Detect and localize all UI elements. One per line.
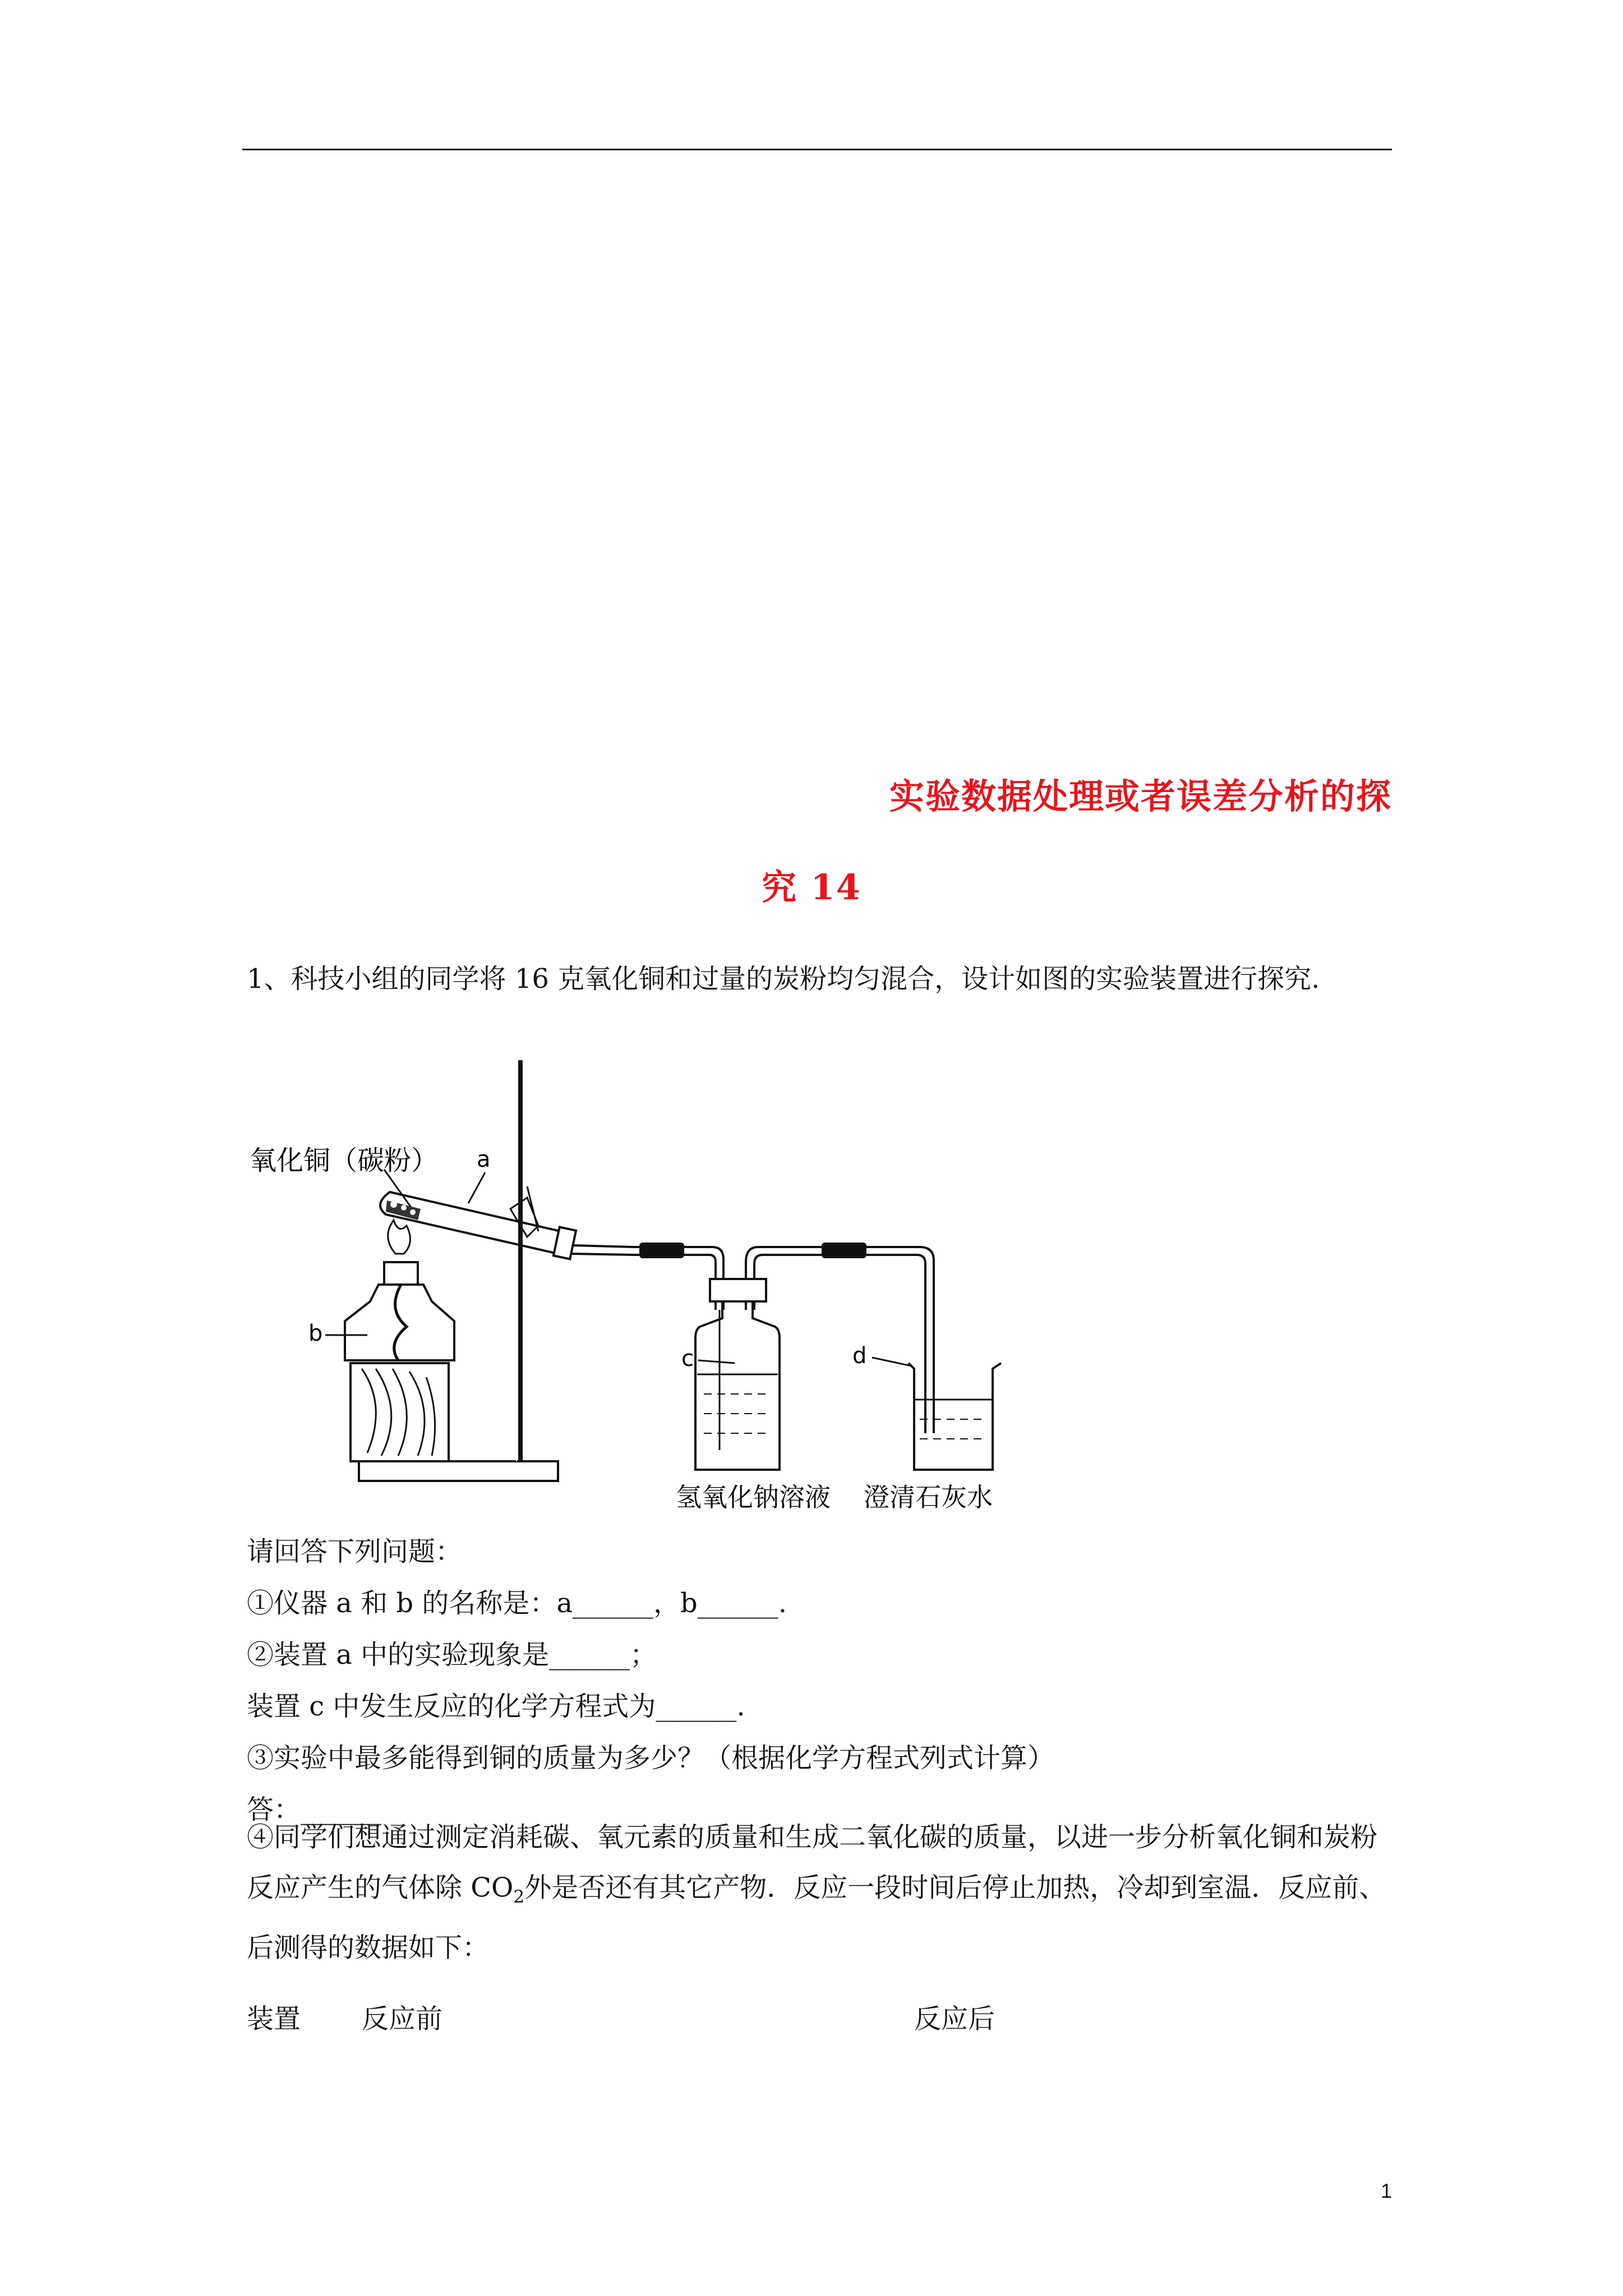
- label-c: c: [681, 1346, 694, 1372]
- apparatus-figure: [247, 1057, 1110, 1523]
- table-header-before: 反应前: [362, 2003, 443, 2035]
- title-line-2: 究 14: [762, 867, 861, 908]
- title-line-1: 实验数据处理或者误差分析的探: [889, 776, 1392, 817]
- table-header-device: 装置: [247, 2003, 301, 2035]
- label-d: d: [852, 1343, 867, 1369]
- table-header-after: 反应后: [914, 2003, 995, 2035]
- sub-question-4: ④同学们想通过测定消耗碳、氧元素的质量和生成二氧化碳的质量，以进一步分析氧化铜和炭粉反应产生的气体除 $CO_2$外是否还有其它产物．反应一段时间后停止加热，冷却到室温．反应前、后测得的数据如下：: [247, 1821, 1386, 1963]
- sub-question-2: ②装置 a 中的实验现象是______；: [247, 1639, 657, 1671]
- caption-limewater: 澄清石灰水: [864, 1482, 993, 1512]
- header-rule: [242, 149, 1392, 150]
- question-1-intro: 1、科技小组的同学将 16 克氧化铜和过量的炭粉均匀混合，设计如图的实验装置进行探究.: [247, 963, 1320, 995]
- sub-question-1: ①仪器 a 和 b 的名称是：a______，b______.: [247, 1588, 787, 1619]
- label-copper-oxide: 氧化铜（碳粉）: [250, 1145, 439, 1176]
- test-tube-a: [380, 1192, 576, 1259]
- bottle-c: [695, 1279, 780, 1470]
- stand-base: [359, 1461, 558, 1481]
- question-1-subquestions: [247, 1526, 1396, 1835]
- sub-question-2b: 装置 c 中发生反应的化学方程式为______.: [247, 1691, 745, 1722]
- label-b: b: [308, 1320, 323, 1346]
- caption-naoh: 氢氧化钠溶液: [676, 1482, 831, 1512]
- page-number: 1: [1380, 2179, 1392, 2202]
- label-a: a: [477, 1147, 491, 1172]
- alcohol-lamp-b: [345, 1220, 454, 1360]
- answer-line: 答：______: [247, 1794, 382, 1825]
- beaker-d: [909, 1363, 1001, 1470]
- prompt: 请回答下列问题：: [247, 1536, 463, 1567]
- wood-block: [351, 1363, 449, 1461]
- sub-question-3: ③实验中最多能得到铜的质量为多少？（根据化学方程式列式计算）: [247, 1742, 1055, 1774]
